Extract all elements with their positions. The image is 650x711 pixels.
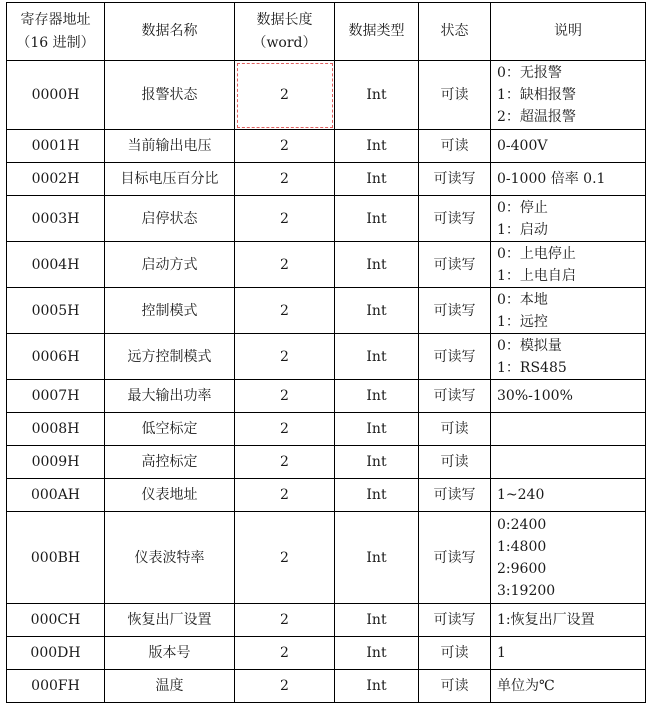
description-line: 1:恢复出厂设置 [497,612,595,628]
status-cell: 可读 [419,61,491,130]
type-cell: Int [335,130,419,163]
type-cell: Int [335,334,419,380]
length-cell: 2 [235,637,335,670]
address-cell: 0001H [7,130,105,163]
address-cell: 0005H [7,288,105,334]
description-line: 1：RS485 [497,359,567,376]
length-cell: 2 [235,670,335,703]
length-cell: 2 [235,288,335,334]
status-cell: 可读写 [419,604,491,637]
type-cell: Int [335,446,419,479]
register-table [6,2,646,703]
description-cell [491,512,646,604]
length-cell: 2 [235,163,335,196]
length-cell: 2 [235,61,335,130]
name-cell: 启停状态 [105,196,235,242]
name-cell: 仪表地址 [105,479,235,512]
description-cell [491,196,646,242]
description-line: 1:4800 [497,538,547,555]
header-address-line1: 寄存器地址 [20,11,91,28]
table-row [7,334,646,380]
status-cell: 可读 [419,670,491,703]
address-cell: 000CH [7,604,105,637]
description-line: 1：上电自启 [497,267,576,284]
table-row [7,196,646,242]
length-cell: 2 [235,413,335,446]
header-type: 数据类型 [335,3,419,61]
table-row [7,479,646,512]
name-cell: 报警状态 [105,61,235,130]
status-cell: 可读写 [419,334,491,380]
type-cell: Int [335,242,419,288]
type-cell: Int [335,196,419,242]
description-cell [491,637,646,670]
type-cell: Int [335,413,419,446]
length-cell: 2 [235,242,335,288]
type-cell: Int [335,512,419,604]
description-line: 0：本地 [497,291,548,308]
description-cell [491,413,646,446]
length-cell: 2 [235,130,335,163]
address-cell: 0000H [7,61,105,130]
length-cell: 2 [235,446,335,479]
name-cell: 高控标定 [105,446,235,479]
description-line: 0：无报警 [497,65,562,81]
table-header [7,3,646,61]
status-cell: 可读写 [419,512,491,604]
description-cell [491,446,646,479]
name-cell: 版本号 [105,637,235,670]
type-cell: Int [335,380,419,413]
description-cell [491,334,646,380]
table-row [7,130,646,163]
length-cell: 2 [235,479,335,512]
address-cell: 0002H [7,163,105,196]
type-cell: Int [335,479,419,512]
name-cell: 最大输出功率 [105,380,235,413]
table-row [7,604,646,637]
name-cell: 远方控制模式 [105,334,235,380]
header-length-line1: 数据长度 [256,11,313,28]
address-cell: 0007H [7,380,105,413]
table-row [7,380,646,413]
table-row [7,242,646,288]
address-cell: 000BH [7,512,105,604]
address-cell: 0006H [7,334,105,380]
description-line: 1~240 [497,487,545,503]
address-cell: 0009H [7,446,105,479]
name-cell: 启动方式 [105,242,235,288]
header-name: 数据名称 [105,3,235,61]
name-cell: 目标电压百分比 [105,163,235,196]
description-cell [491,130,646,163]
status-cell: 可读 [419,446,491,479]
description-cell [491,604,646,637]
description-line: 0-1000 倍率 0.1 [497,171,606,187]
table-row [7,61,646,130]
description-cell [491,380,646,413]
status-cell: 可读写 [419,196,491,242]
table-row [7,512,646,604]
table-row [7,413,646,446]
length-cell: 2 [235,512,335,604]
table-row [7,637,646,670]
length-cell: 2 [235,196,335,242]
table-body [7,61,646,703]
status-cell: 可读写 [419,380,491,413]
description-line: 0：停止 [497,199,548,216]
description-cell [491,163,646,196]
type-cell: Int [335,163,419,196]
address-cell: 000FH [7,670,105,703]
type-cell: Int [335,670,419,703]
header-address-line2: （16 进制） [16,34,95,51]
table-row [7,288,646,334]
length-cell: 2 [235,380,335,413]
description-cell [491,670,646,703]
type-cell: Int [335,61,419,130]
status-cell: 可读 [419,413,491,446]
table-row [7,163,646,196]
address-cell: 000AH [7,479,105,512]
description-line: 3:19200 [497,582,556,599]
description-line: 1：启动 [497,221,548,238]
header-length-line2: （word） [252,34,317,51]
description-line: 0：上电停止 [497,245,576,262]
type-cell: Int [335,604,419,637]
name-cell: 当前输出电压 [105,130,235,163]
length-cell: 2 [235,604,335,637]
description-line: 2：超温报警 [497,109,576,125]
description-cell [491,288,646,334]
description-line: 0：模拟量 [497,337,562,354]
address-cell: 0004H [7,242,105,288]
address-cell: 0003H [7,196,105,242]
name-cell: 仪表波特率 [105,512,235,604]
name-cell: 低空标定 [105,413,235,446]
description-cell [491,61,646,130]
name-cell: 温度 [105,670,235,703]
status-cell: 可读 [419,130,491,163]
description-line: 单位为℃ [497,678,555,694]
header-length [235,3,335,61]
address-cell: 000DH [7,637,105,670]
table-row [7,446,646,479]
name-cell: 恢复出厂设置 [105,604,235,637]
description-line: 1 [497,645,506,661]
length-cell: 2 [235,334,335,380]
header-status: 状态 [419,3,491,61]
description-line: 30%-100% [497,388,573,404]
description-line: 2:9600 [497,560,547,577]
address-cell: 0008H [7,413,105,446]
description-cell [491,479,646,512]
status-cell: 可读写 [419,288,491,334]
table-row [7,670,646,703]
name-cell: 控制模式 [105,288,235,334]
type-cell: Int [335,288,419,334]
type-cell: Int [335,637,419,670]
description-line: 0:2400 [497,516,547,533]
status-cell: 可读 [419,637,491,670]
description-cell [491,242,646,288]
status-cell: 可读写 [419,242,491,288]
description-line: 1：缺相报警 [497,87,576,103]
status-cell: 可读写 [419,479,491,512]
description-line: 1：远控 [497,313,548,330]
status-cell: 可读写 [419,163,491,196]
description-line: 0-400V [497,138,548,154]
header-description: 说明 [491,3,646,61]
header-address [7,3,105,61]
